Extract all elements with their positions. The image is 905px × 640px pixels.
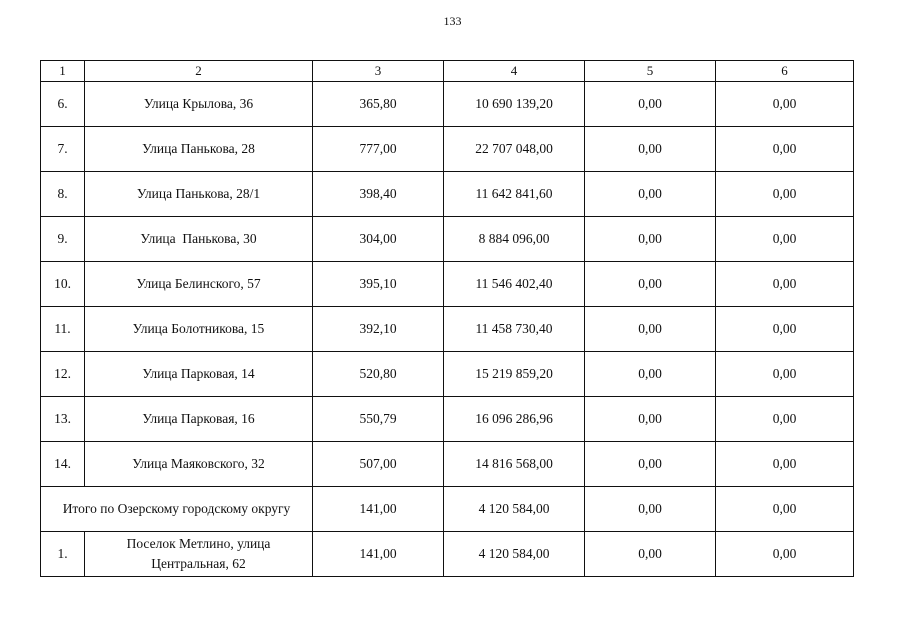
table-row <box>41 307 854 352</box>
column-5-cell: 0,00 <box>585 82 716 127</box>
column-header: 4 <box>444 61 585 82</box>
cost-cell: 14 816 568,00 <box>444 442 585 487</box>
cost-cell: 4 120 584,00 <box>444 532 585 577</box>
column-5-cell: 0,00 <box>585 217 716 262</box>
total-cost-cell: 4 120 584,00 <box>444 487 585 532</box>
table-header-row <box>41 61 854 82</box>
table-row <box>41 172 854 217</box>
total-row <box>41 487 854 532</box>
column-5-cell: 0,00 <box>585 127 716 172</box>
address-line-1: Поселок Метлино, улица <box>126 536 271 551</box>
address-cell: Улица Панькова, 30 <box>85 217 313 262</box>
column-5-cell: 0,00 <box>585 532 716 577</box>
column-header: 5 <box>585 61 716 82</box>
column-6-cell: 0,00 <box>716 262 854 307</box>
total-label: Итого по Озерскому городскому округу <box>41 487 313 532</box>
column-6-cell: 0,00 <box>716 442 854 487</box>
cost-cell: 10 690 139,20 <box>444 82 585 127</box>
address-cell: Улица Парковая, 14 <box>85 352 313 397</box>
address-cell: Улица Панькова, 28 <box>85 127 313 172</box>
cost-cell: 15 219 859,20 <box>444 352 585 397</box>
address-cell: Улица Панькова, 28/1 <box>85 172 313 217</box>
row-number: 11. <box>41 307 85 352</box>
address-cell: Улица Парковая, 16 <box>85 397 313 442</box>
area-cell: 398,40 <box>313 172 444 217</box>
column-header: 1 <box>41 61 85 82</box>
address-cell <box>85 532 313 577</box>
area-cell: 365,80 <box>313 82 444 127</box>
row-number: 8. <box>41 172 85 217</box>
column-5-cell: 0,00 <box>585 352 716 397</box>
column-6-cell: 0,00 <box>716 127 854 172</box>
cost-cell: 11 458 730,40 <box>444 307 585 352</box>
cost-cell: 8 884 096,00 <box>444 217 585 262</box>
row-number: 6. <box>41 82 85 127</box>
row-number: 10. <box>41 262 85 307</box>
row-number: 1. <box>41 532 85 577</box>
column-6-cell: 0,00 <box>716 217 854 262</box>
column-6-cell: 0,00 <box>716 307 854 352</box>
total-column-5-cell: 0,00 <box>585 487 716 532</box>
row-number: 13. <box>41 397 85 442</box>
area-cell: 395,10 <box>313 262 444 307</box>
table-row <box>41 442 854 487</box>
address-cell: Улица Белинского, 57 <box>85 262 313 307</box>
column-6-cell: 0,00 <box>716 397 854 442</box>
area-cell: 141,00 <box>313 532 444 577</box>
address-cell: Улица Маяковского, 32 <box>85 442 313 487</box>
area-cell: 392,10 <box>313 307 444 352</box>
column-header: 6 <box>716 61 854 82</box>
total-column-6-cell: 0,00 <box>716 487 854 532</box>
row-number: 7. <box>41 127 85 172</box>
address-line-2: Центральная, 62 <box>151 556 246 571</box>
address-cell: Улица Крылова, 36 <box>85 82 313 127</box>
table-row <box>41 127 854 172</box>
area-cell: 520,80 <box>313 352 444 397</box>
cost-cell: 22 707 048,00 <box>444 127 585 172</box>
table-row <box>41 82 854 127</box>
area-cell: 507,00 <box>313 442 444 487</box>
column-5-cell: 0,00 <box>585 307 716 352</box>
column-6-cell: 0,00 <box>716 352 854 397</box>
column-header: 3 <box>313 61 444 82</box>
address-cell: Улица Болотникова, 15 <box>85 307 313 352</box>
table-row <box>41 352 854 397</box>
total-area-cell: 141,00 <box>313 487 444 532</box>
row-number: 9. <box>41 217 85 262</box>
column-5-cell: 0,00 <box>585 172 716 217</box>
data-table <box>40 60 854 577</box>
column-5-cell: 0,00 <box>585 262 716 307</box>
column-6-cell: 0,00 <box>716 82 854 127</box>
column-5-cell: 0,00 <box>585 442 716 487</box>
area-cell: 304,00 <box>313 217 444 262</box>
row-number: 14. <box>41 442 85 487</box>
area-cell: 550,79 <box>313 397 444 442</box>
column-header: 2 <box>85 61 313 82</box>
cost-cell: 16 096 286,96 <box>444 397 585 442</box>
row-number: 12. <box>41 352 85 397</box>
table-row <box>41 532 854 577</box>
cost-cell: 11 642 841,60 <box>444 172 585 217</box>
column-6-cell: 0,00 <box>716 532 854 577</box>
table-row <box>41 397 854 442</box>
cost-cell: 11 546 402,40 <box>444 262 585 307</box>
column-6-cell: 0,00 <box>716 172 854 217</box>
area-cell: 777,00 <box>313 127 444 172</box>
table-row <box>41 262 854 307</box>
page-number: 133 <box>443 14 462 28</box>
table-row <box>41 217 854 262</box>
column-5-cell: 0,00 <box>585 397 716 442</box>
